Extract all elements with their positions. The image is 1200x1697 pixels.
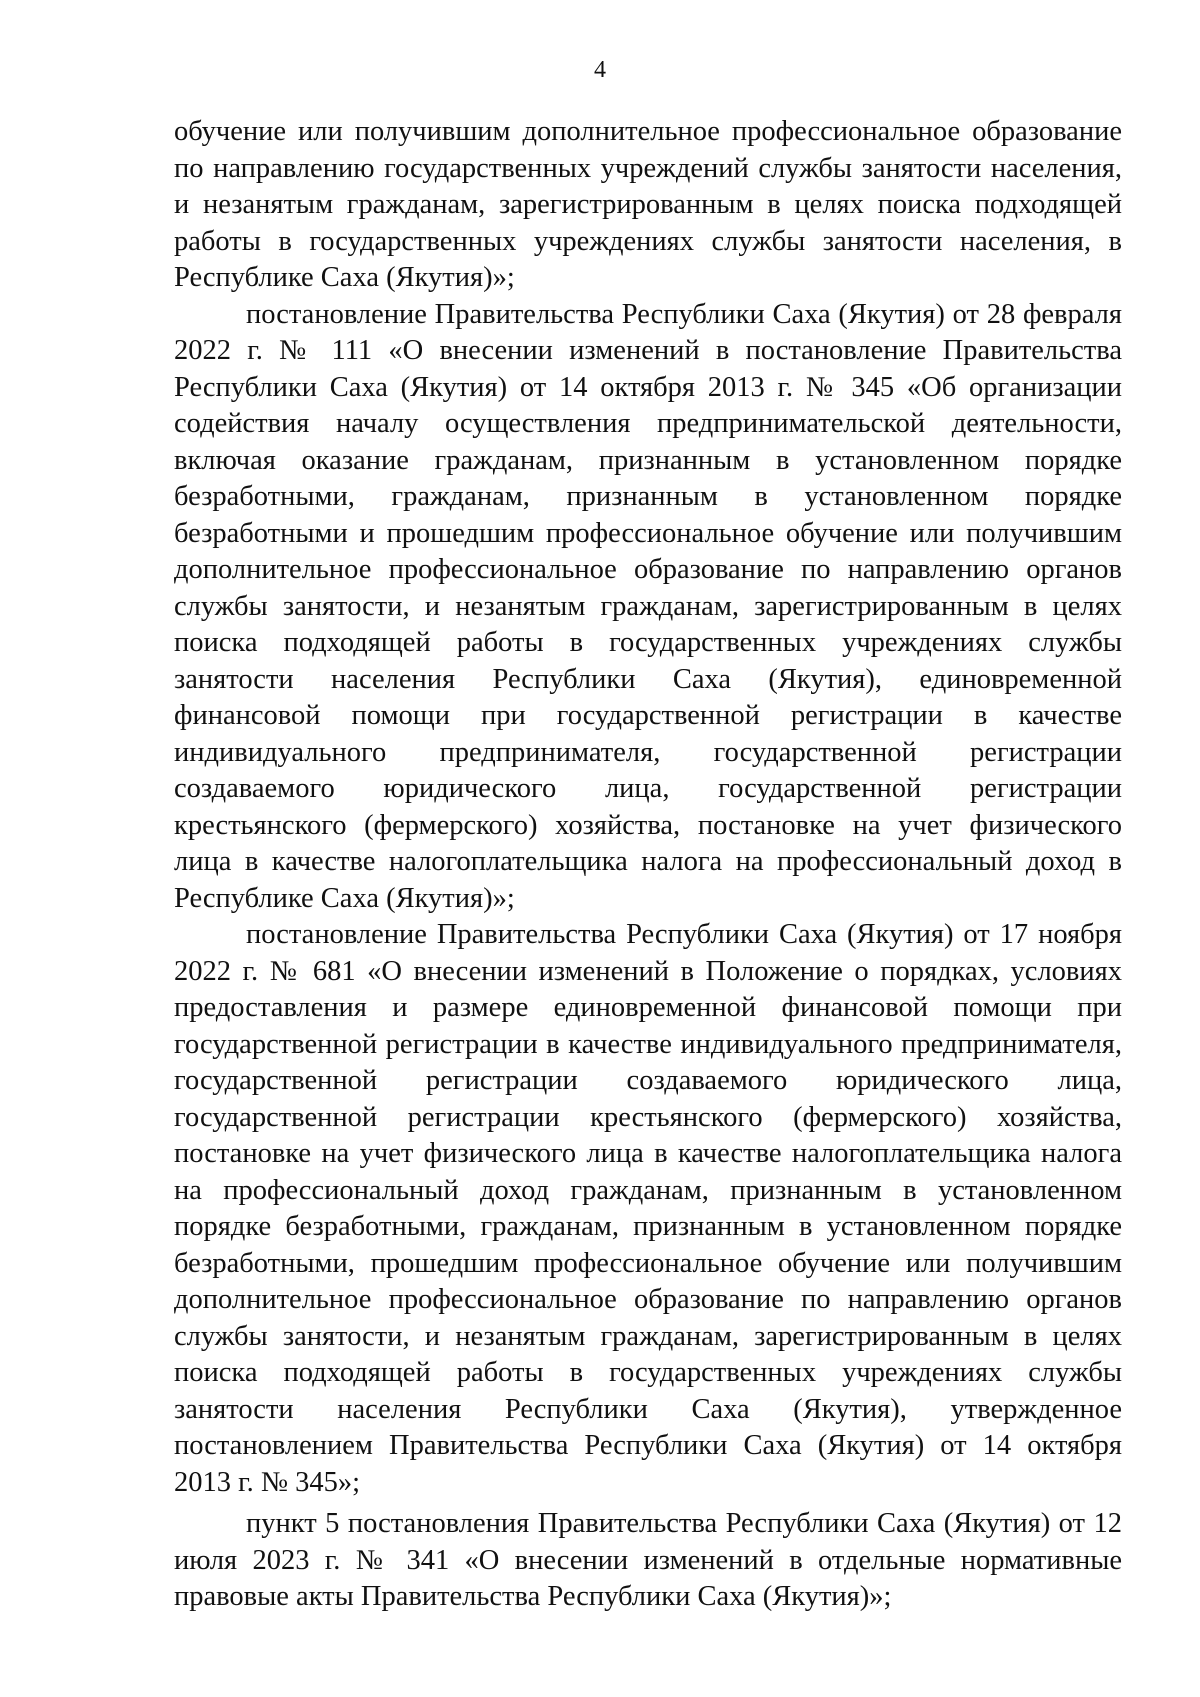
paragraph-continuation: обучение или получившим дополнительное профессиональное образование по направлению государственных учреждений службы занятости населения, и незанятым гражданам, зарегистрированным в целях поиска подходящей работы в государственных учреждениях службы занятости населения, в Республике Саха (Якутия)»; [174,116,1122,293]
document-body [174,114,1122,1616]
page-number: 4 [594,57,606,83]
paragraph-resolution-681: постановление Правительства Республики Саха (Якутия) от 17 ноября 2022 г. № 681 «О внесении изменений в Положение о порядках, условиях предоставления и размере единовременной финансовой помощи при государственной регистрации в качестве индивидуального предпринимателя, государственной регистрации создаваемого юридического лица, государственной регистрации крестьянского (фермерского) хозяйства, постановке на учет физического лица в качестве налогоплательщика налога на профессиональный доход гражданам, признанным в установленном порядке безработными, гражданам, признанным в установленном порядке безработными, прошедшим профессиональное обучение или получившим дополнительное профессиональное образование по направлению органов службы занятости, и незанятым гражданам, зарегистрированным в целях поиска подходящей работы в государственных учреждениях службы занятости населения Республики Саха (Якутия), утвержденное постановлением Правительства Республики Саха (Якутия) от 14 октября 2013 г. № 345»; [174,919,1122,1498]
paragraph-resolution-111: постановление Правительства Республики Саха (Якутия) от 28 февраля 2022 г. № 111 «О внесении изменений в постановление Правительства Республики Саха (Якутия) от 14 октября 2013 г. № 345 «Об организации содействия началу осуществления предпринимательской деятельности, включая оказание гражданам, признанным в установленном порядке безработными, гражданам, признанным в установленном порядке безработными и прошедшим профессиональное обучение или получившим дополнительное профессиональное образование по направлению органов службы занятости, и незанятым гражданам, зарегистрированным в целях поиска подходящей работы в государственных учреждениях службы занятости населения Республики Саха (Якутия), единовременной финансовой помощи при государственной регистрации в качестве индивидуального предпринимателя, государственной регистрации создаваемого юридического лица, государственной регистрации крестьянского (фермерского) хозяйства, постановке на учет физического лица в качестве налогоплательщика налога на профессиональный доход в Республике Саха (Якутия)»; [174,298,1122,914]
paragraph-item-5-resolution-341: пункт 5 постановления Правительства Республики Саха (Якутия) от 12 июля 2023 г. № 341 «О внесении изменений в отдельные нормативные правовые акты Правительства Республики Саха (Якутия)»; [174,1508,1122,1612]
